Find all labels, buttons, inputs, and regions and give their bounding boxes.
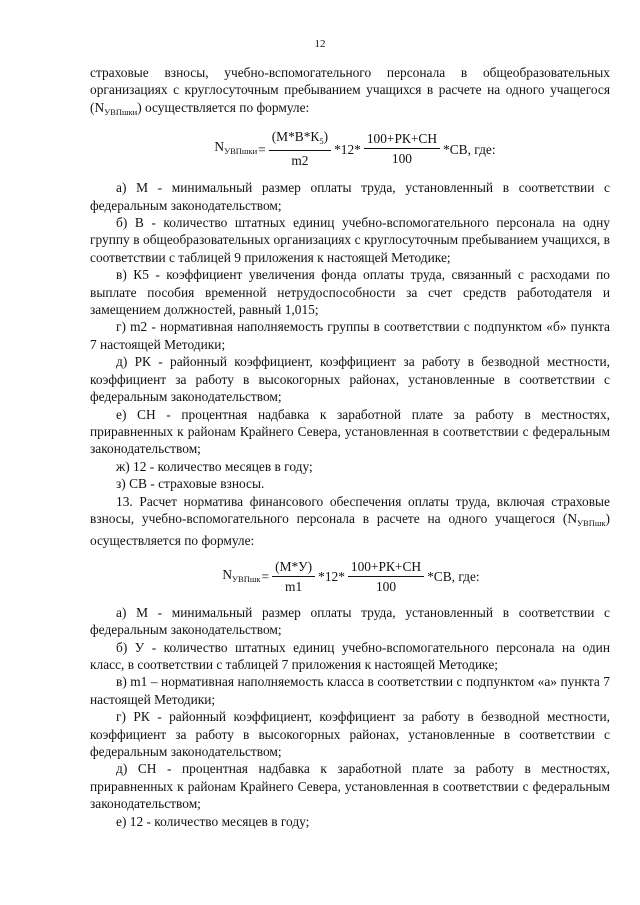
formula-1-fraction-2 xyxy=(364,131,440,167)
formula-1-multiplier: *12* xyxy=(334,141,361,157)
section1-item-v: в) К5 - коэффициент увеличения фонда оплаты труда, связанный с расходами по выплате пособия временной нетрудоспособности за счет средств работодателя и замещением должностей, равный 1,015; xyxy=(90,267,610,318)
formula-2-fraction-1-numerator: (М*У) xyxy=(272,559,315,577)
formula-1-lhs-sub: УВПшки xyxy=(224,146,258,157)
formula-2-lhs-sub: УВПшк xyxy=(232,573,261,584)
formula-2-multiplier: *12* xyxy=(318,569,345,585)
formula-1-lhs-symbol: N xyxy=(214,139,225,155)
formula-2-fraction-2-numerator: 100+РК+СН xyxy=(348,559,424,577)
section2-item-g: г) РК - районный коэффициент, коэффициент за работу в безводной местности, коэффициент за работу в высокогорных районах, установленные в соответствии с федеральным законодательством; xyxy=(90,709,610,759)
formula-2-fraction-1 xyxy=(272,559,315,595)
formula-1-fraction-1-numerator xyxy=(269,129,331,151)
document-body xyxy=(90,64,610,830)
formula-1-num-close: ) xyxy=(323,129,329,145)
section1-intro xyxy=(90,64,610,121)
section1-item-g: г) m2 - нормативная наполняемость группы в соответствии с подпунктом «б» пункта 7 настоящей Методики; xyxy=(90,319,610,352)
formula-2-lhs-symbol: N xyxy=(222,566,233,582)
section1-item-a: а) М - минимальный размер оплаты труда, установленный в соответствии с федеральным законодательством; xyxy=(90,180,610,213)
section1-item-zh: ж) 12 - количество месяцев в году; xyxy=(116,458,313,474)
formula-2-fraction-2 xyxy=(348,559,424,595)
formula-1-lhs xyxy=(214,138,257,160)
section2-item-v: в) m1 – нормативная наполняемость класса в соответствии с подпунктом «а» пункта 7 настоящей Методики; xyxy=(90,674,610,707)
formula-2-fraction-1-denominator: m1 xyxy=(285,578,303,594)
section2-item-b: б) У - количество штатных единиц учебно-вспомогательного персонала на один класс, в соответствии с таблицей 7 приложения к настоящей Методике; xyxy=(90,639,610,672)
formula-1-fraction-1 xyxy=(269,129,331,169)
formula-1-fraction-1-denominator: m2 xyxy=(291,153,309,169)
formula-1 xyxy=(90,129,610,169)
formula-1-equals: = xyxy=(258,141,266,157)
formula-2 xyxy=(90,559,610,595)
section1-item-e: е) СН - процентная надбавка к заработной плате за работу в местностях, приравненных к районам Крайнего Севера, установленная в соответствии с федеральным законодательством; xyxy=(90,406,610,457)
section1-intro-text-before: страховые взносы, учебно-вспомогательного персонала в общеобразовательных организациях с круглосуточным пребыванием учащихся в расчете на одного учащегося (N xyxy=(90,65,610,115)
formula-1-num-sub: 5 xyxy=(319,136,324,147)
section2-intro xyxy=(90,493,610,550)
section2-item-d: д) СН - процентная надбавка к заработной плате за работу в местностях, приравненных к районам Крайнего Севера, установленная в соответствии с федеральным законодательством; xyxy=(90,761,610,812)
formula-1-fraction-2-denominator: 100 xyxy=(391,151,412,167)
section2-intro-sub: УВПшк xyxy=(577,517,606,528)
section2-item-a: а) М - минимальный размер оплаты труда, установленный в соответствии с федеральным законодательством; xyxy=(90,604,610,638)
formula-1-fraction-2-numerator: 100+РК+СН xyxy=(364,131,440,149)
formula-2-fraction-2-denominator: 100 xyxy=(375,578,397,594)
section1-item-z: з) СВ - страховые взносы. xyxy=(116,476,265,492)
section1-item-b: б) В - количество штатных единиц учебно-вспомогательного персонала на одну группу в общеобразовательных организациях с круглосуточным пребыванием учащихся, в соответствии с таблицей 9 приложения к настоящей Методике; xyxy=(90,215,610,265)
formula-2-equals: = xyxy=(261,569,270,585)
section2-intro-text-after: ) осуществляется по формуле: xyxy=(90,510,610,549)
formula-2-tail: *СВ, где: xyxy=(427,569,480,585)
section1-item-d: д) РК - районный коэффициент, коэффициент за работу в безводной местности, коэффициент за работу в высокогорных районах, установленные в соответствии с федеральным законодательством; xyxy=(90,354,610,405)
formula-1-num-text: (М*В*К xyxy=(271,129,320,145)
section1-intro-text-after: ) осуществляется по формуле: xyxy=(137,99,310,115)
formula-1-tail: *СВ, где: xyxy=(443,141,496,157)
section2-item-e: е) 12 - количество месяцев в году; xyxy=(116,813,310,829)
section2-intro-text-before: 13. Расчет норматива финансового обеспечения оплаты труда, включая страховые взносы, учебно-вспомогательного персонала в расчете на одного учащегося (N xyxy=(90,493,610,526)
page-number: 12 xyxy=(314,38,326,50)
formula-2-lhs xyxy=(222,566,260,588)
section1-intro-sub: УВПшки xyxy=(104,106,138,117)
